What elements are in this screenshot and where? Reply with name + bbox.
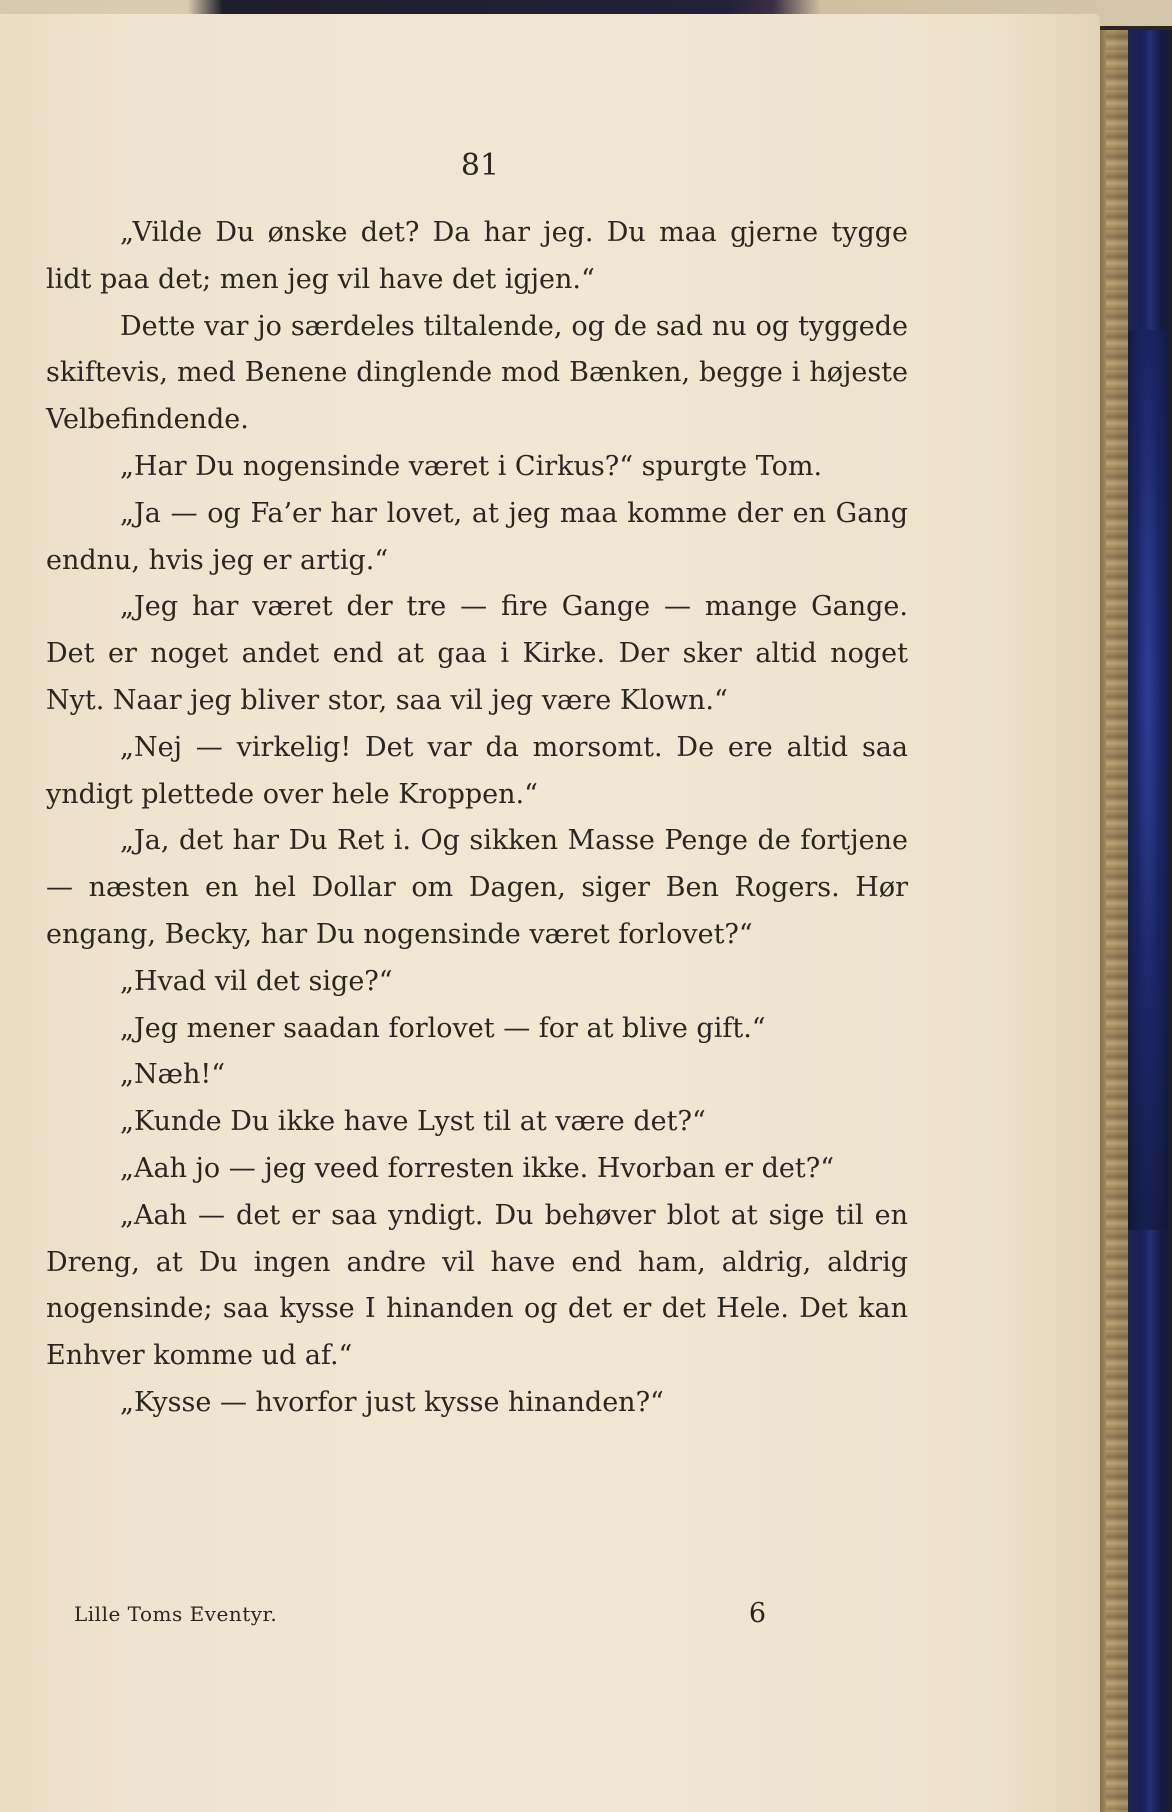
paragraph: „Næh!“ bbox=[120, 1059, 226, 1091]
paragraph: „Jeg mener saadan forlovet — for at blive gift.“ bbox=[120, 1012, 766, 1044]
book-spine-edge bbox=[1106, 30, 1128, 1812]
running-title: Lille Toms Eventyr. bbox=[74, 1602, 278, 1626]
book-page bbox=[0, 14, 1100, 1812]
paragraph: Dette var jo særdeles tiltalende, og de sad nu og tyggede skiftevis, med Benene dinglende mod Bænken, begge i højeste Velbefindende. bbox=[46, 310, 908, 436]
paragraph: „Ja, det har Du Ret i. Og sikken Masse Penge de fortjene — næsten en hel Dollar om Dagen, siger Ben Rogers. Hør engang, Becky, har Du nogensinde været forlovet?“ bbox=[46, 825, 908, 950]
paragraph: „Kysse — hvorfor just kysse hinanden?“ bbox=[120, 1386, 664, 1418]
paragraph: „Ja — og Fa’er har lovet, at jeg maa komme der en Gang endnu, hvis jeg er artig.“ bbox=[46, 497, 908, 576]
paragraph: „Har Du nogensinde været i Cirkus?“ spurgte Tom. bbox=[120, 450, 823, 482]
page-number: 81 bbox=[460, 148, 500, 183]
paragraph: „Vilde Du ønske det? Da har jeg. Du maa gjerne tygge lidt paa det; men jeg vil have det igjen.“ bbox=[46, 217, 908, 295]
paragraph: „Nej — virkelig! Det var da morsomt. De ere altid saa yndigt plettede over hele Kroppen.“ bbox=[46, 731, 908, 810]
paragraph: „Jeg har været der tre — fire Gange — mange Gange. Det er noget andet end at gaa i Kirke. Der sker altid noget Nyt. Naar jeg bliver stor, saa vil jeg være Klown.“ bbox=[46, 591, 908, 716]
paragraph: „Kunde Du ikke have Lyst til at være det?“ bbox=[120, 1106, 706, 1138]
paragraph: „Aah jo — jeg veed forresten ikke. Hvorban er det?“ bbox=[120, 1152, 835, 1184]
paragraph: „Aah — det er saa yndigt. Du behøver blot at sige til en Dreng, at Du ingen andre vil have end ham, aldrig, aldrig nogensinde; saa kysse I hinanden og det er det Hele. Det kan Enhver komme ud af.“ bbox=[46, 1199, 908, 1372]
signature-mark: 6 bbox=[748, 1598, 766, 1629]
page-body-text bbox=[46, 140, 908, 1427]
paragraph: „Hvad vil det sige?“ bbox=[120, 965, 393, 997]
marbled-endpaper bbox=[1128, 330, 1168, 1230]
page-footer bbox=[74, 1598, 766, 1634]
